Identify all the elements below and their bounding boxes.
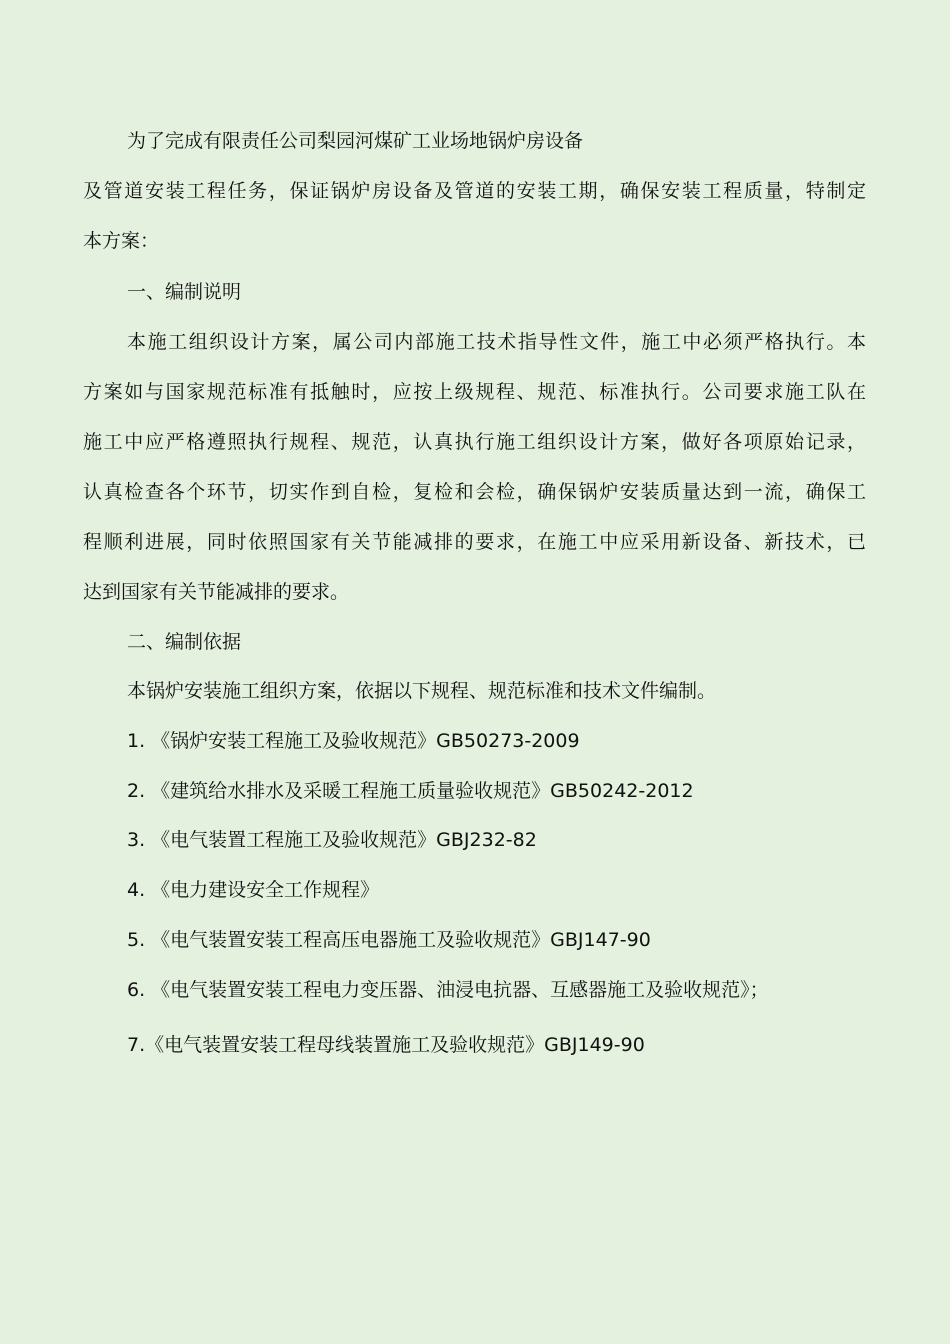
section-1-line-1: 本施工组织设计方案，属公司内部施工技术指导性文件，施工中必须严格执行。本: [127, 331, 866, 353]
reference-item-6: 6. 《电气装置安装工程电力变压器、油浸电抗器、互感器施工及验收规范》；: [127, 979, 769, 1001]
intro-line-2: 及管道安装工程任务，保证锅炉房设备及管道的安装工期，确保安装工程质量，特制定: [83, 180, 866, 202]
intro-line-1: 为了完成有限责任公司梨园河煤矿工业场地锅炉房设备: [127, 130, 584, 152]
reference-item-5: 5. 《电气装置安装工程高压电器施工及验收规范》GBJ147-90: [127, 929, 651, 951]
section-1-line-4: 认真检查各个环节，切实作到自检，复检和会检，确保锅炉安装质量达到一流，确保工: [83, 481, 866, 503]
reference-item-2: 2. 《建筑给水排水及采暖工程施工质量验收规范》GB50242-2012: [127, 780, 694, 802]
section-1-line-2: 方案如与国家规范标准有抵触时，应按上级规程、规范、标准执行。公司要求施工队在: [83, 381, 866, 403]
reference-item-4: 4. 《电力建设安全工作规程》: [127, 879, 380, 901]
section-1-line-6: 达到国家有关节能减排的要求。: [83, 581, 350, 603]
section-1-heading: 一、编制说明: [127, 281, 242, 303]
reference-item-7: 7.《电气装置安装工程母线装置施工及验收规范》GBJ149-90: [127, 1034, 645, 1056]
reference-item-1: 1. 《锅炉安装工程施工及验收规范》GB50273-2009: [127, 730, 580, 752]
section-2-intro: 本锅炉安装施工组织方案，依据以下规程、规范标准和技术文件编制。: [127, 680, 717, 702]
section-2-heading: 二、编制依据: [127, 631, 242, 653]
section-1-line-5: 程顺利进展，同时依照国家有关节能减排的要求，在施工中应采用新设备、新技术，已: [83, 531, 866, 553]
intro-line-3: 本方案：: [83, 230, 160, 252]
reference-item-3: 3. 《电气装置工程施工及验收规范》GBJ232-82: [127, 829, 537, 851]
section-1-line-3: 施工中应严格遵照执行规程、规范，认真执行施工组织设计方案，做好各项原始记录，: [83, 431, 866, 453]
